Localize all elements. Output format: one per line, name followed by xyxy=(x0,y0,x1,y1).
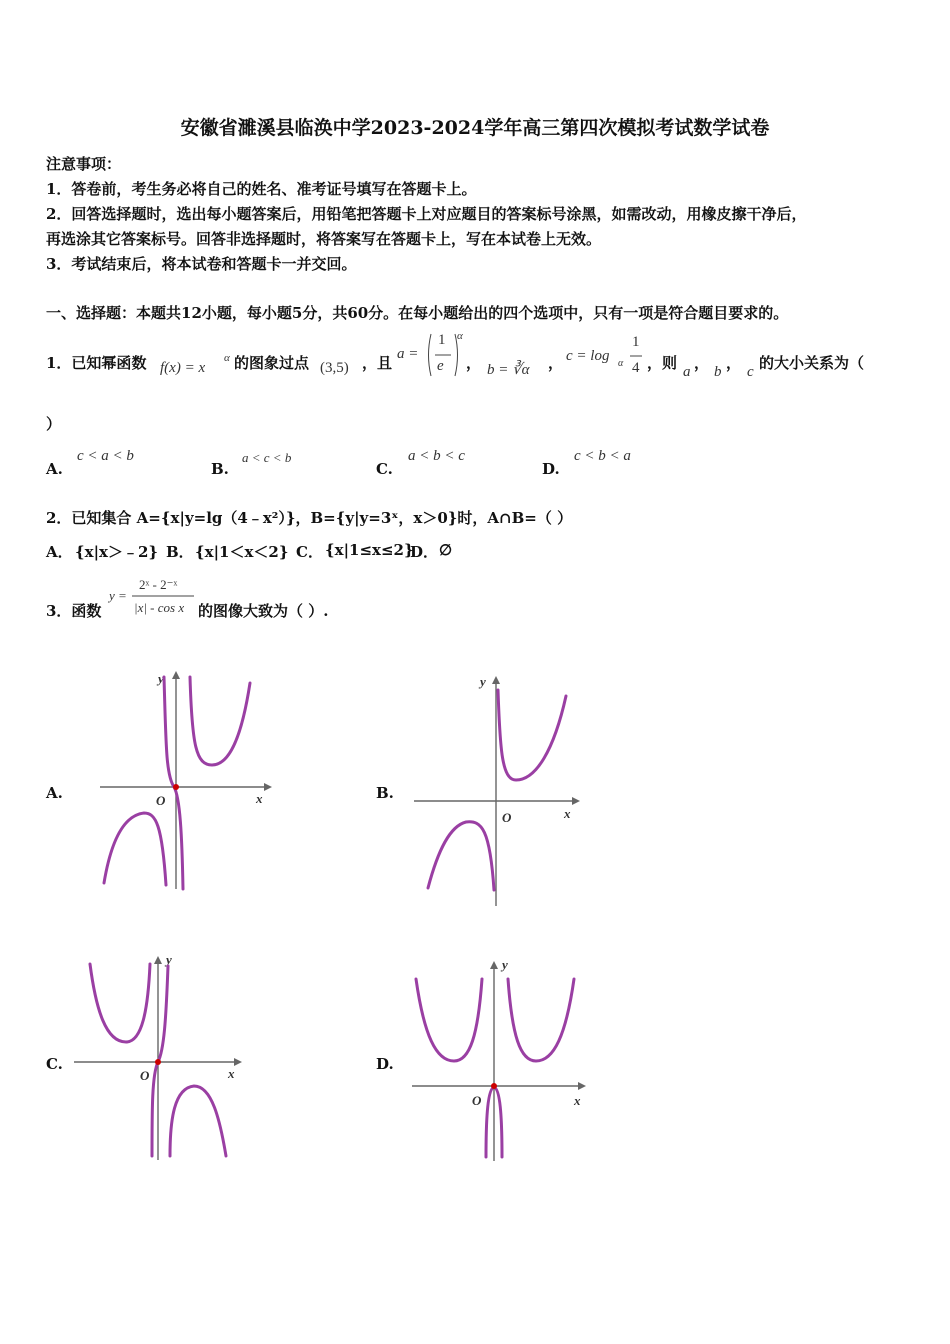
notice-item: 3．考试结束后，将本试卷和答题卡一并交回。 xyxy=(46,255,357,273)
q2-option-c-label[interactable]: C． xyxy=(296,543,323,561)
q3-numerator: 2ˣ - 2⁻ˣ xyxy=(139,577,178,592)
q1-option-c-label[interactable]: C. xyxy=(376,460,393,478)
q3-graph-a[interactable] xyxy=(96,665,276,895)
y-axis-label: y xyxy=(480,674,486,689)
origin-label: O xyxy=(140,1068,150,1083)
q3-graph-c[interactable] xyxy=(70,950,250,1165)
notice-item: 2．回答选择题时，选出每小题答案后，用铅笔把答题卡上对应题目的答案标号涂黑，如需改动，用橡皮擦干净后， xyxy=(46,205,807,223)
q1-fx-exp: α xyxy=(224,352,230,364)
q1-option-a[interactable]: c < a < b xyxy=(77,448,134,464)
q2-stem: 2．已知集合 A={x|y=lg（4﹣x²）}，B={y|y=3ˣ，x＞0}时，A∩B=（ ） xyxy=(46,509,573,527)
q1-a-def: a = xyxy=(397,346,419,362)
q1-sep: ， xyxy=(548,354,564,372)
q2-option-d[interactable]: ∅ xyxy=(439,541,453,559)
notice-item: 1．答卷前，考生务必将自己的姓名、准考证号填写在答题卡上。 xyxy=(46,180,477,198)
q1-var-a: a xyxy=(683,364,691,380)
x-axis-label: x xyxy=(564,806,571,821)
q3-denominator: |x| - cos x xyxy=(134,600,185,615)
q3-graph-a-label[interactable]: A. xyxy=(46,784,63,802)
q3-graph-b-label[interactable]: B. xyxy=(376,784,394,802)
q1-option-b-label[interactable]: B. xyxy=(211,460,229,478)
q1-c-den: 4 xyxy=(632,360,640,376)
notice-heading: 注意事项： xyxy=(46,155,122,173)
q1-c-num: 1 xyxy=(632,334,640,350)
q1-option-c[interactable]: a < b < c xyxy=(408,448,465,464)
q2-option-a-label[interactable]: A． xyxy=(46,543,73,561)
q3-graph-d[interactable] xyxy=(408,955,594,1165)
q2-option-c[interactable]: {x|1≤x≤2} xyxy=(325,541,414,559)
q1-option-b[interactable]: a < c < b xyxy=(242,450,292,465)
q1-close: ） xyxy=(46,415,62,433)
q3-graph-b[interactable] xyxy=(410,670,590,910)
q3-y: y = xyxy=(109,588,127,603)
q1-point: (3,5) xyxy=(320,360,349,376)
q1-sep: ， xyxy=(466,354,482,372)
x-axis-label: x xyxy=(228,1066,235,1081)
q1-a-num: 1 xyxy=(438,332,446,348)
q3-fraction-bar xyxy=(132,594,196,598)
q1-text: 的图象过点 xyxy=(234,354,310,372)
q1-b-def: b = ∛α xyxy=(487,362,530,378)
q1-a-exp: α xyxy=(457,330,463,342)
origin-label: O xyxy=(502,810,512,825)
q1-option-d-label[interactable]: D. xyxy=(542,460,560,478)
q1-text: 的大小关系为（ xyxy=(759,354,865,372)
q1-text: 1．已知幂函数 xyxy=(46,354,147,372)
q1-var-b: b xyxy=(714,364,722,380)
q3-text: 3．函数 xyxy=(46,602,102,620)
q1-a-den: e xyxy=(437,358,444,374)
q1-option-d[interactable]: c < b < a xyxy=(574,448,631,464)
page-title: 安徽省濉溪县临涣中学2023-2024学年高三第四次模拟考试数学试卷 xyxy=(180,117,770,139)
q1-sep: ， xyxy=(726,354,742,372)
origin-label: O xyxy=(156,793,166,808)
q2-option-b[interactable]: {x|1＜x＜2} xyxy=(195,543,289,561)
q2-option-d-label[interactable]: D． xyxy=(410,543,439,561)
y-axis-label: y xyxy=(502,957,508,972)
origin-label: O xyxy=(472,1093,482,1108)
q3-text: 的图像大致为（ ）. xyxy=(198,602,329,620)
q2-option-b-label[interactable]: B． xyxy=(166,543,194,561)
q1-sep: ， xyxy=(694,354,710,372)
q3-graph-c-label[interactable]: C. xyxy=(46,1055,63,1073)
q1-option-a-label[interactable]: A. xyxy=(46,460,63,478)
q1-text: ，且 xyxy=(362,354,393,372)
x-axis-label: x xyxy=(574,1093,581,1108)
q3-graph-d-label[interactable]: D. xyxy=(376,1055,394,1073)
q1-var-c: c xyxy=(747,364,754,380)
y-axis-label: y xyxy=(166,952,172,967)
notice-item: 再选涂其它答案标号。回答非选择题时，将答案写在答题卡上，写在本试卷上无效。 xyxy=(46,230,602,248)
y-axis-label: y xyxy=(158,671,164,686)
x-axis-label: x xyxy=(256,791,263,806)
q2-option-a[interactable]: {x|x＞﹣2} xyxy=(75,543,159,561)
q1-c-def: c = log xyxy=(566,348,610,364)
q1-text: ，则 xyxy=(647,354,678,372)
section-heading: 一、选择题：本题共12小题，每小题5分，共60分。在每小题给出的四个选项中，只有一项是符合题目要求的。 xyxy=(46,304,789,322)
q1-c-base: α xyxy=(618,358,624,369)
q1-fx: f(x) = x xyxy=(160,360,206,376)
